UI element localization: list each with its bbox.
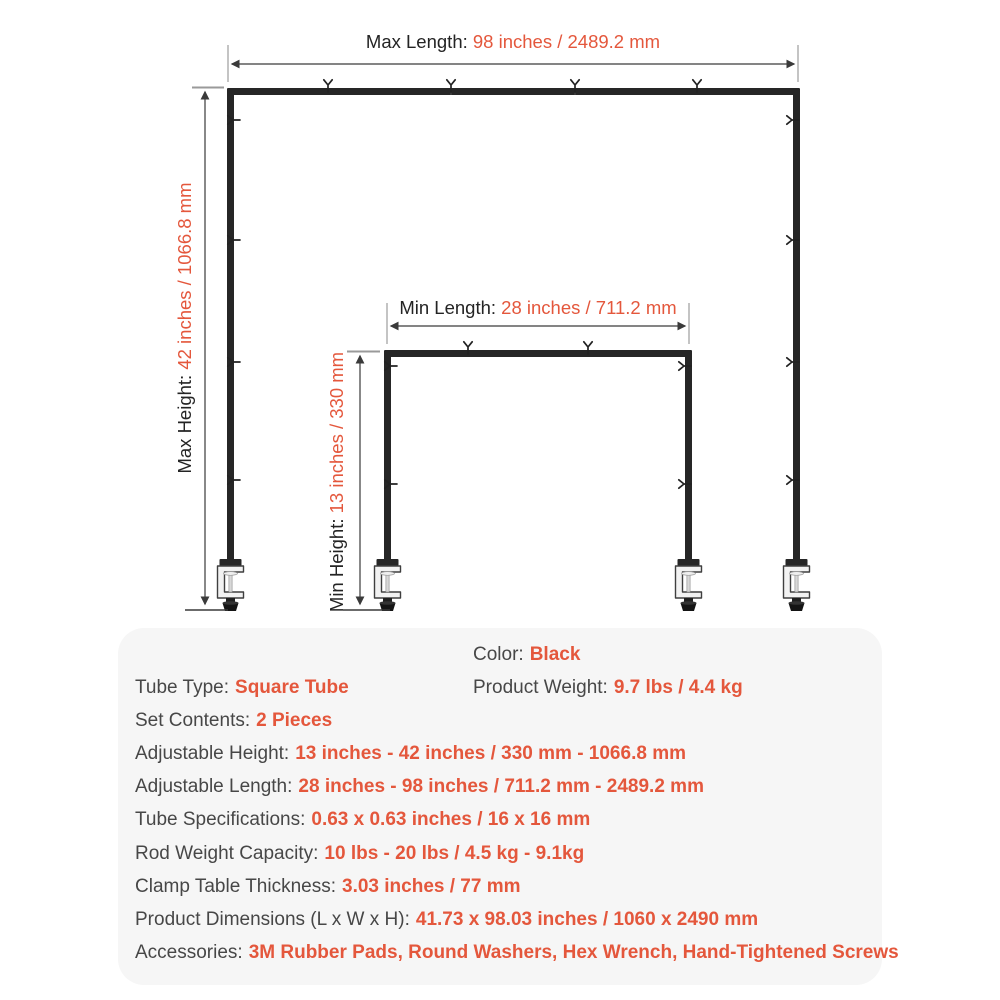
spec-accessories — [135, 941, 899, 965]
spec-color-label: Color: — [473, 644, 524, 665]
spec-clamp-table-thickness-value: 3.03 inches / 77 mm — [342, 876, 521, 897]
spec-set-contents — [135, 709, 332, 733]
spec-tube-type — [135, 676, 349, 700]
specifications-panel — [118, 628, 899, 985]
spec-tube-specifications — [135, 808, 590, 832]
spec-tube-specifications-label: Tube Specifications: — [135, 809, 306, 830]
min-length-title: Min Length: — [399, 297, 497, 318]
spec-color — [473, 643, 580, 667]
spec-clamp-table-thickness — [135, 875, 521, 899]
max-height-title: Max Height: — [174, 374, 195, 474]
min-length-label — [399, 297, 676, 319]
spec-color-value: Black — [529, 644, 581, 665]
hanging-hook-icons-small-frame — [385, 342, 691, 488]
min-height-label — [326, 352, 348, 612]
spec-product-dimensions — [135, 908, 758, 932]
hanging-hook-icons-large-frame — [228, 80, 799, 484]
spec-adjustable-height — [135, 742, 686, 766]
spec-product-dimensions-label: Product Dimensions (L x W x H): — [135, 909, 410, 930]
max-length-value: 98 inches / 2489.2 mm — [472, 31, 661, 52]
spec-product-weight — [473, 676, 743, 700]
min-height-value: 13 inches / 330 mm — [326, 351, 347, 514]
spec-rod-weight-capacity — [135, 842, 584, 866]
spec-clamp-table-thickness-label: Clamp Table Thickness: — [135, 876, 337, 897]
max-length-title: Max Length: — [365, 31, 468, 52]
spec-adjustable-height-value: 13 inches - 42 inches / 330 mm - 1066.8 mm — [295, 743, 686, 764]
spec-set-contents-label: Set Contents: — [135, 710, 251, 731]
max-size-frame — [227, 88, 800, 566]
max-height-label — [174, 182, 196, 473]
spec-tube-type-value: Square Tube — [235, 677, 349, 698]
max-height-value: 42 inches / 1066.8 mm — [174, 182, 195, 370]
spec-set-contents-value: 2 Pieces — [256, 710, 333, 731]
spec-product-weight-value: 9.7 lbs / 4.4 kg — [613, 677, 743, 698]
table-clamp-icons — [218, 559, 810, 611]
min-length-value: 28 inches / 711.2 mm — [501, 297, 677, 318]
spec-rod-weight-capacity-label: Rod Weight Capacity: — [135, 843, 319, 864]
spec-adjustable-length — [135, 775, 704, 799]
spec-adjustable-length-label: Adjustable Length: — [135, 776, 293, 797]
spec-accessories-value: 3M Rubber Pads, Round Washers, Hex Wrench, Hand-Tightened Screws — [248, 942, 899, 963]
spec-accessories-label: Accessories: — [135, 942, 243, 963]
min-height-title: Min Height: — [326, 518, 347, 613]
spec-product-weight-label: Product Weight: — [473, 677, 608, 698]
spec-tube-specifications-value: 0.63 x 0.63 inches / 16 x 16 mm — [311, 809, 591, 830]
spec-tube-type-label: Tube Type: — [135, 677, 230, 698]
spec-product-dimensions-value: 41.73 x 98.03 inches / 1060 x 2490 mm — [415, 909, 759, 930]
spec-rod-weight-capacity-value: 10 lbs - 20 lbs / 4.5 kg - 9.1kg — [324, 843, 585, 864]
spec-adjustable-length-value: 28 inches - 98 inches / 711.2 mm - 2489.2 mm — [298, 776, 704, 797]
spec-adjustable-height-label: Adjustable Height: — [135, 743, 290, 764]
min-size-frame — [384, 350, 692, 566]
max-length-label — [366, 31, 660, 53]
